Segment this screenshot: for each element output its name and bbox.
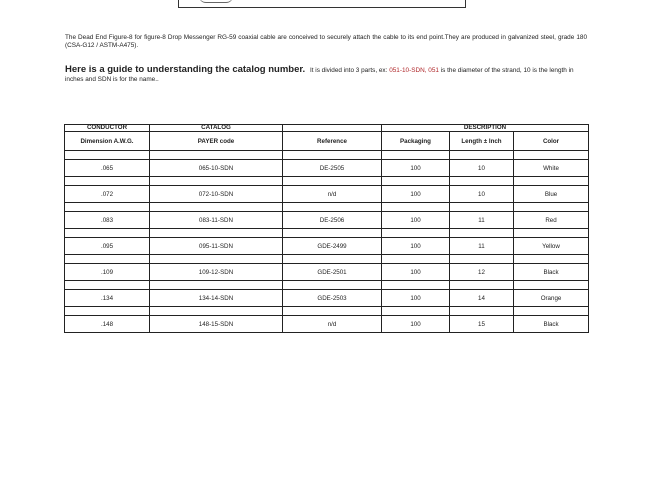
spacer-cell — [283, 307, 382, 316]
cell-len: 15 — [450, 316, 514, 333]
spacer-cell — [150, 177, 283, 186]
catalog-guide — [65, 66, 587, 84]
col-reference: Reference — [283, 132, 382, 151]
cell-dim: .072 — [65, 186, 150, 203]
guide-highlight: 051 — [428, 67, 439, 74]
guide-heading: Here is a guide to understanding the catalog number. — [65, 64, 306, 75]
cell-pack: 100 — [382, 238, 450, 255]
spacer-cell — [150, 229, 283, 238]
spacer-cell — [150, 151, 283, 160]
spacer-row — [65, 255, 589, 264]
spacer-cell — [514, 151, 589, 160]
spacer-cell — [283, 255, 382, 264]
group-catalog: CATALOG — [150, 125, 283, 132]
col-packaging: Packaging — [382, 132, 450, 151]
cell-color: Blue — [514, 186, 589, 203]
spacer-cell — [65, 281, 150, 290]
group-description: DESCRIPTION — [382, 125, 589, 132]
cell-code: 065-10-SDN — [150, 160, 283, 177]
cell-ref: GDE-2501 — [283, 264, 382, 281]
col-payer-code: PAYER code — [150, 132, 283, 151]
cell-color: White — [514, 160, 589, 177]
spacer-cell — [65, 203, 150, 212]
cell-ref: n/d — [283, 186, 382, 203]
cell-len: 11 — [450, 238, 514, 255]
spacer-cell — [382, 281, 450, 290]
spacer-cell — [450, 255, 514, 264]
cell-color: Black — [514, 316, 589, 333]
spacer-cell — [450, 229, 514, 238]
column-header-row — [65, 132, 589, 151]
col-dimension: Dimension A.W.G. — [65, 132, 150, 151]
spacer-cell — [514, 203, 589, 212]
spacer-cell — [450, 203, 514, 212]
spacer-cell — [382, 177, 450, 186]
spacer-cell — [382, 151, 450, 160]
cell-pack: 100 — [382, 212, 450, 229]
cell-color: Orange — [514, 290, 589, 307]
cell-code: 109-12-SDN — [150, 264, 283, 281]
table-row — [65, 160, 589, 177]
cell-pack: 100 — [382, 160, 450, 177]
spacer-cell — [150, 281, 283, 290]
guide-text-1: It is divided into 3 parts, ex: — [309, 67, 388, 74]
cell-dim: .065 — [65, 160, 150, 177]
col-color: Color — [514, 132, 589, 151]
cell-len: 10 — [450, 160, 514, 177]
spacer-cell — [514, 177, 589, 186]
cell-pack: 100 — [382, 316, 450, 333]
cell-pack: 100 — [382, 264, 450, 281]
cell-dim: .148 — [65, 316, 150, 333]
cell-len: 10 — [450, 186, 514, 203]
table-row — [65, 316, 589, 333]
spacer-row — [65, 151, 589, 160]
logo-seal-icon — [199, 0, 233, 3]
spacer-row — [65, 203, 589, 212]
spacer-cell — [514, 229, 589, 238]
cell-pack: 100 — [382, 290, 450, 307]
guide-example: 051-10-SDN, — [389, 67, 427, 74]
spacer-cell — [283, 229, 382, 238]
cell-ref: GDE-2503 — [283, 290, 382, 307]
group-header-row — [65, 125, 589, 132]
cell-dim: .083 — [65, 212, 150, 229]
col-length: Length ± Inch — [450, 132, 514, 151]
spacer-cell — [450, 307, 514, 316]
spacer-cell — [150, 255, 283, 264]
spacer-row — [65, 281, 589, 290]
intro-paragraph: The Dead End Figure-8 for figure-8 Drop Messenger RG-59 coaxial cable are conceived to securely attach the cable to its end point.They are produced in galvanized steel, grade 180 (CSA-G12 / ASTM-A475). — [65, 34, 587, 49]
spacer-row — [65, 307, 589, 316]
spacer-cell — [283, 177, 382, 186]
cell-dim: .134 — [65, 290, 150, 307]
spacer-cell — [283, 281, 382, 290]
cell-ref: GDE-2499 — [283, 238, 382, 255]
cell-color: Yellow — [514, 238, 589, 255]
spacer-cell — [65, 151, 150, 160]
catalog-table — [64, 124, 589, 333]
cell-code: 083-11-SDN — [150, 212, 283, 229]
spacer-cell — [150, 307, 283, 316]
cell-code: 072-10-SDN — [150, 186, 283, 203]
spacer-cell — [450, 281, 514, 290]
spacer-cell — [283, 203, 382, 212]
cell-ref: n/d — [283, 316, 382, 333]
spacer-cell — [382, 203, 450, 212]
table-row — [65, 212, 589, 229]
cell-color: Black — [514, 264, 589, 281]
spacer-cell — [382, 229, 450, 238]
spacer-cell — [382, 307, 450, 316]
cell-ref: DE-2505 — [283, 160, 382, 177]
cell-len: 11 — [450, 212, 514, 229]
cell-code: 095-11-SDN — [150, 238, 283, 255]
cell-dim: .095 — [65, 238, 150, 255]
cell-code: 148-15-SDN — [150, 316, 283, 333]
cell-ref: DE-2506 — [283, 212, 382, 229]
spacer-cell — [382, 255, 450, 264]
group-conductor: CONDUCTOR — [65, 125, 150, 132]
spacer-cell — [65, 229, 150, 238]
cell-code: 134-14-SDN — [150, 290, 283, 307]
spacer-cell — [65, 255, 150, 264]
cell-len: 14 — [450, 290, 514, 307]
cell-len: 12 — [450, 264, 514, 281]
cell-dim: .109 — [65, 264, 150, 281]
table-row — [65, 264, 589, 281]
spacer-row — [65, 177, 589, 186]
spacer-cell — [450, 151, 514, 160]
spacer-cell — [514, 307, 589, 316]
spacer-cell — [450, 177, 514, 186]
spacer-row — [65, 229, 589, 238]
logo-banner — [178, 0, 466, 8]
table-row — [65, 186, 589, 203]
table-row — [65, 290, 589, 307]
cell-color: Red — [514, 212, 589, 229]
spacer-cell — [514, 281, 589, 290]
cell-pack: 100 — [382, 186, 450, 203]
spacer-cell — [65, 307, 150, 316]
guide-text-2: is the diameter of the strand, 10 is the length in inches and SDN is for the name.. — [65, 67, 574, 83]
spacer-cell — [65, 177, 150, 186]
table-row — [65, 238, 589, 255]
spacer-cell — [283, 151, 382, 160]
spacer-cell — [150, 203, 283, 212]
group-blank — [283, 125, 382, 132]
spacer-cell — [514, 255, 589, 264]
